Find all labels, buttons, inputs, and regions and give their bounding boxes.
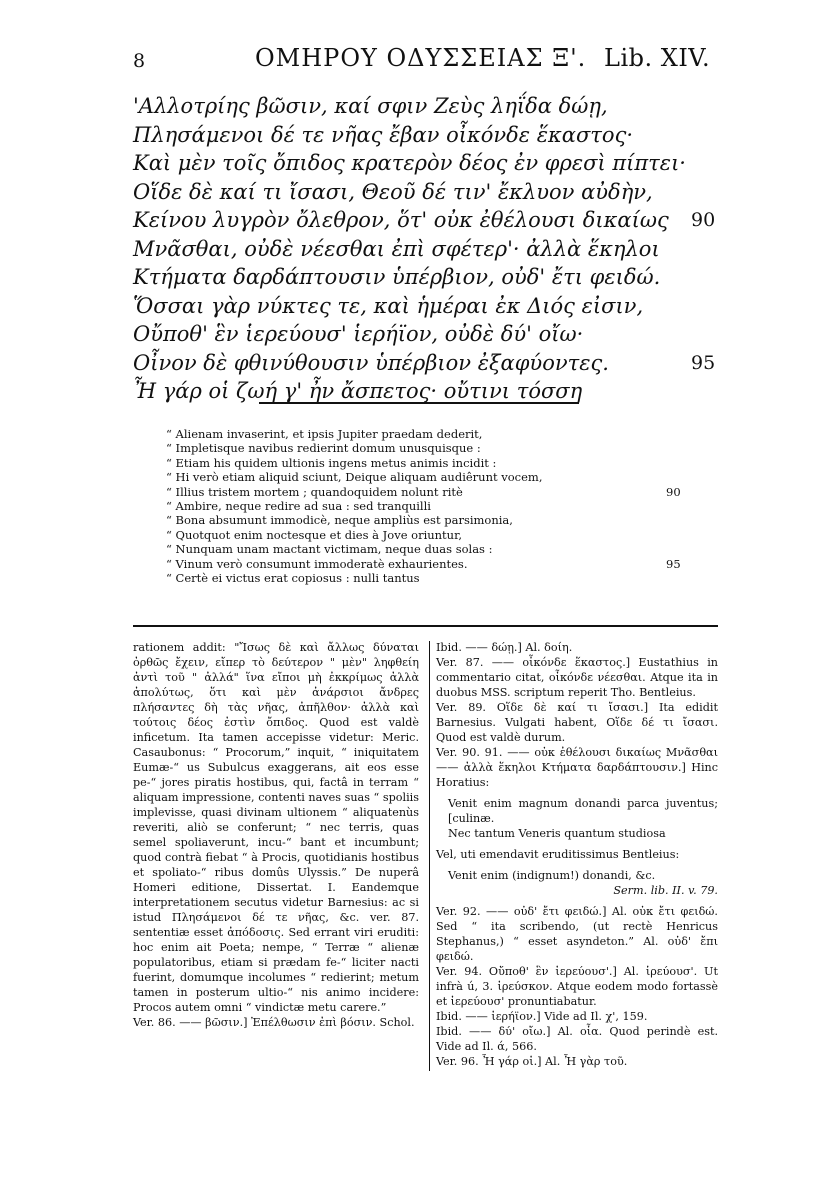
latin-line [166,542,706,556]
page-number: 8 [133,50,146,72]
greek-text [133,92,723,406]
latin-line-text: “ Illius tristem mortem ; quandoquidem nolunt ritè [166,484,463,499]
line-number: 90 [691,209,716,231]
latin-line-text: “ Ambire, neque redire ad sua : sed tranquilli [166,498,431,513]
greek-line [133,292,723,321]
greek-line [133,349,723,378]
note-paragraph: Vel, uti emendavit eruditissimus Bentleius: [436,848,680,861]
latin-line [166,456,706,470]
note-paragraph: Ver. 86. —— βῶσιν.] Ἐπέλθωσιν ἐπὶ βόσιν. Schol. [133,1016,415,1029]
greek-line-text: Οἵδε δὲ καί τι ἴσασι, Θεοῦ δέ τιν' ἔκλυον αὐδὴν, [133,179,653,204]
greek-line-text: Κτήματα δαρδάπτουσιν ὑπέρβιον, οὐδ' ἔτι φειδώ. [133,265,661,289]
section-divider [259,402,579,404]
running-title: ΟΜΗΡΟΥ ΟΔΥΣΣΕΙΑΣ Ξ'. [255,44,587,72]
note-paragraph: Ibid. —— δώῃ.] Al. δοίη. [436,641,573,654]
latin-line-text: “ Etiam his quidem ultionis ingens metus animis incidit : [166,455,497,470]
latin-line-text: “ Hi verò etiam aliquid sciunt, Deique aliquam audiêrunt vocem, [166,470,543,485]
citation: Serm. lib. II. v. 79. [613,884,718,897]
notes-right-column [436,640,718,1069]
greek-line-text: Καὶ μὲν τοῖς ὄπιδος κρατερὸν δέος ἐν φρεσὶ πίπτει· [133,151,686,175]
greek-line [133,206,723,235]
note-paragraph: Ibid. —— ἱερήϊον.] Vide ad Il. χ', 159. [436,1010,648,1023]
note-paragraph: Ver. 90. 91. —— οὐκ ἐθέλουσι δικαίως Μνᾶσθαι —— ἀλλὰ ἕκηλοι Κτήματα δαρδάπτουσιν.] Hinc Horatius: [436,746,718,789]
latin-line [166,441,706,455]
quoted-verse: Venit enim magnum donandi parca juventus; [culinæ. [448,797,718,825]
latin-line [166,427,706,441]
greek-line-text: Ὅσσαι γὰρ νύκτες τε, καὶ ἡμέραι ἐκ Διός εἰσιν, [133,293,644,318]
latin-translation [166,427,706,585]
greek-line [133,178,723,207]
latin-line-text: “ Impletisque navibus redierint domum unusquisque : [166,441,481,456]
greek-line [133,92,723,121]
quoted-verse: Venit enim (indignum!) donandi, &c. [448,869,656,882]
greek-line-text: Πλησάμενοι δέ τε νῆας ἔβαν οἶκόνδε ἕκαστος· [133,122,634,147]
note-paragraph: rationem addit: "Ἴσως δὲ καὶ ἄλλως δύναται ὀρθῶς ἔχειν, εἴπερ τὸ δεύτερον " μὲν" ληφθείη ἀντὶ τοῦ " ἀλλά" ἵνα εἴποι μὴ ἐκκρίμως ἀλλὰ ἀπολύτως, ὅτι καὶ μὲν ἀνάρσιοι ἄνδρες πλήσαντες δὴ τὰς νῆας, ἀπῆλθον· ἀλλὰ καὶ τούτοις δέος ἐστὶν ὄπιδος. Quod est valdè inficetum. Ita tamen accepisse videtur: Meric. Casaubonus: “ Procorum,” inquit, “ iniquitatem Eumæ-“ us Subulcus exaggerans, ait eos esse pe-“ jores piratis hostibus, qui, factâ in terram “ aliquam impressione, contenti naves suas “ spoliis implevisse, quasi divinam ultionem “ aliquatenùs reveriti, aliò se conferunt; “ nec terris, quas semel spoliaverunt, incu-“ bant et incumbunt; quod contrà fiebat “ à Procis, quotidianis hostibus et spoliato-“ ribus domûs Ulyssis.” De nuperâ Homeri editione, Dissertat. I. Eandemque interpretationem secutus videtur Barnesius: ac si istud Πλησάμενοι δέ τε νῆας, &c. ver. 87. sententiæ esset ἀπόδοσις. Sed errant viri eruditi: hoc enim ait Poeta; nempe, “ Terræ “ alienæ populatoribus, etiam si prædam fe-“ liciter nacti fuerint, domumque incolumes “ redierint; metum tamen in posterum ultio-“ nis animo incidere: Procos autem omni “ vindictæ metu carere.” [133,641,419,1014]
greek-line-text: Οὔποθ' ἓν ἱερεύουσ' ἱερήϊον, οὐδὲ δύ' οἴω· [133,322,584,346]
note-paragraph: Ver. 94. Οὔποθ' ἓν ἱερεύουσ'.] Al. ἱρεύουσ'. Ut infrà ú, 3. ἱρεύσκον. Atque eodem modo fortassè et ἱερεύουσ' pronuntiabatur. [436,965,718,1008]
note-paragraph: Ver. 87. —— οἶκόνδε ἕκαστος.] Eustathius in commentario citat, οἶκόνδε νέεσθαι. Atque ita in duobus MSS. scriptum reperit Tho. Bentleius. [436,656,718,699]
greek-line [133,320,723,349]
latin-line [166,528,706,542]
note-paragraph: Ver. 96. Ἦ γάρ οἱ.] Al. Ἦ γὰρ τοῦ. [436,1055,628,1068]
latin-line [166,470,706,484]
latin-line-text: “ Nunquam unam mactant victimam, neque duas solas : [166,542,493,557]
greek-line [133,235,723,264]
greek-line-text: Μνᾶσθαι, οὐδὲ νέεσθαι ἐπὶ σφέτερ'· ἀλλὰ ἕκηλοι [133,236,660,261]
greek-line [133,263,723,292]
line-number: 95 [691,351,716,374]
quoted-verse: Nec tantum Veneris quantum studiosa [448,827,666,840]
latin-line-text: “ Quotquot enim noctesque et dies à Jove oriuntur, [166,527,462,542]
latin-line [166,557,706,571]
note-paragraph: Ibid. —— δύ' οἴω.] Al. οἶα. Quod perindè est. Vide ad Il. ά, 566. [436,1025,718,1053]
greek-line-text: Κείνου λυγρὸν ὄλεθρον, ὅτ' οὐκ ἐθέλουσι δικαίως [133,208,669,232]
latin-line-text: “ Bona absumunt immodicè, neque ampliùs est parsimonia, [166,513,513,528]
latin-line [166,571,706,585]
book-reference: Lib. XIV. [604,44,711,72]
notes-divider [133,625,718,627]
greek-line-text: Οἶνον δὲ φθινύθουσιν ὑπέρβιον ἐξαφύοντες. [133,350,609,375]
note-paragraph: Ver. 89. Οἵδε δὲ καί τι ἴσασι.] Ita edidit Barnesius. Vulgati habent, Οἵδε δέ τι ἴσασι. Quod est valdè durum. [436,701,718,744]
greek-line [133,121,723,150]
column-divider [429,641,430,1071]
latin-line [166,513,706,527]
latin-line [166,499,706,513]
latin-line [166,485,706,499]
greek-line [133,149,723,178]
notes-left-column [133,640,419,1030]
note-paragraph: Ver. 92. —— οὐδ' ἔτι φειδώ.] Al. οὐκ ἔτι φειδώ. Sed “ ita scribendo, (ut rectè Henricus Stephanus,) “ esset asyndeton.” Al. οὐδ' ἔπι φειδώ. [436,905,718,963]
line-number: 95 [666,556,681,571]
latin-line-text: “ Alienam invaserint, et ipsis Jupiter praedam dederit, [166,427,483,441]
latin-line-text: “ Vinum verò consumunt immoderatè exhaurientes. [166,556,468,571]
greek-line-text: 'Αλλοτρίης βῶσιν, καί σφιν Ζεὺς ληΐδα δώῃ, [133,94,608,118]
line-number: 90 [666,484,681,499]
latin-line-text: “ Certè ei victus erat copiosus : nulli tantus [166,570,420,585]
greek-line-text: Ἦ γάρ οἱ ζωή γ' ἦν ἄσπετος· οὔτινι τόσση [133,379,583,403]
